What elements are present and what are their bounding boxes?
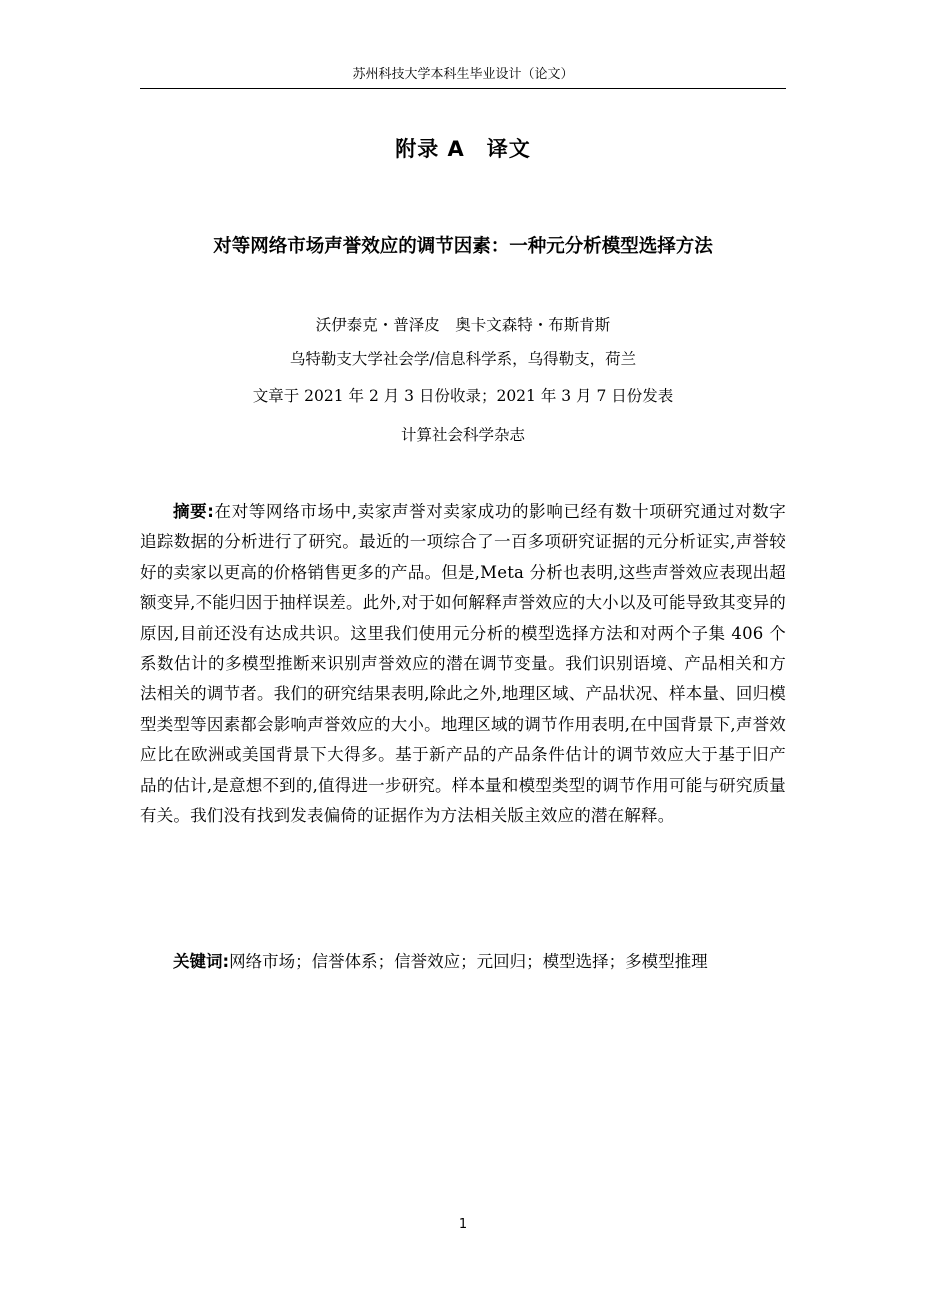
page-number: 1	[458, 1217, 468, 1232]
paper-dates: 文章于 2021 年 2 月 3 日份收录；2021 年 3 月 7 日份发表	[252, 387, 674, 405]
abstract-label: 摘要:	[173, 502, 215, 521]
paper-title: 对等网络市场声誉效应的调节因素：一种元分析模型选择方法	[213, 236, 713, 257]
header-divider	[140, 88, 786, 89]
paper-affiliation: 乌特勒支大学社会学/信息科学系，乌得勒支，荷兰	[289, 350, 637, 368]
appendix-title: 附录 A 译文	[395, 137, 531, 161]
keywords-paragraph	[140, 947, 786, 977]
paper-authors: 沃伊泰克・普泽皮 奥卡文森特・布斯肯斯	[315, 316, 611, 334]
keywords-label: 关键词:	[173, 952, 230, 971]
abstract-text: 在对等网络市场中,卖家声誉对卖家成功的影响已经有数十项研究通过对数字追踪数据的分析进行了研究。最近的一项综合了一百多项研究证据的元分析证实,声誉较好的卖家以更高的价格销售更多的产品。但是,Meta 分析也表明,这些声誉效应表现出超额变异,不能归因于抽样误差。此外,对于如何解释声誉效应的大小以及可能导致其变异的原因,目前还没有达成共识。这里我们使用元分析的模型选择方法和对两个子集 406 个系数估计的多模型推断来识别声誉效应的潜在调节变量。我们识别语境、产品相关和方法相关的调节者。我们的研究结果表明,除此之外,地理区域、产品状况、样本量、回归模型类型等因素都会影响声誉效应的大小。地理区域的调节作用表明,在中国背景下,声誉效应比在欧洲或美国背景下大得多。基于新产品的产品条件估计的调节效应大于基于旧产品的估计,是意想不到的,值得进一步研究。样本量和模型类型的调节作用可能与研究质量有关。我们没有找到发表偏倚的证据作为方法相关版主效应的潜在解释。	[140, 502, 787, 826]
abstract-paragraph	[140, 497, 786, 831]
running-header: 苏州科技大学本科生毕业设计（论文）	[352, 67, 574, 82]
keywords-text: 网络市场；信誉体系；信誉效应；元回归；模型选择；多模型推理	[229, 952, 708, 971]
journal-name: 计算社会科学杂志	[400, 426, 525, 444]
